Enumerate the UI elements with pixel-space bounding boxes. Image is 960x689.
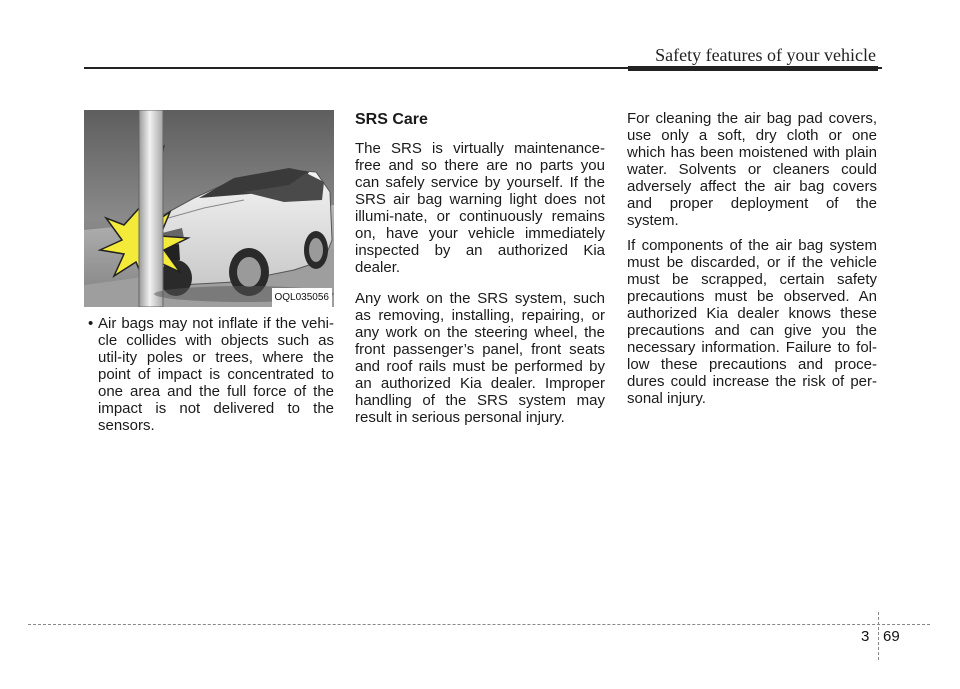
- section-heading: SRS Care: [355, 111, 428, 128]
- bullet-item: [84, 315, 334, 434]
- page-header-title: Safety features of your vehicle: [655, 45, 876, 65]
- chapter-number: 3: [861, 628, 870, 645]
- footer-divider: [878, 612, 879, 660]
- header-rule-accent: [628, 66, 878, 71]
- paragraph: The SRS is virtually maintenance-free and so there are no parts you can safely service by yourself. If the SRS air bag warning light does not illumi-nate, or continuously remains on, have your vehicle immediately inspected by an authorized Kia dealer.: [355, 140, 605, 276]
- bullet-text: Air bags may not inflate if the vehi-cle collides with objects such as util-ity poles or trees, where the point of impact is concentrated to one area and the full force of the impact is not delivered to the sensors.: [98, 315, 334, 434]
- page-number: 69: [883, 628, 900, 645]
- footer-rule: [28, 624, 930, 625]
- car-hitting-pole-icon: [84, 110, 334, 307]
- column-1: [84, 110, 334, 434]
- paragraph: For cleaning the air bag pad covers, use only a soft, dry cloth or one which has been moistened with plain water. Solvents or cleaners could adversely affect the air bag covers and proper deployment of the system.: [627, 110, 877, 229]
- paragraph: Any work on the SRS system, such as removing, installing, repairing, or any work on the steering wheel, the front passenger’s panel, front seats and roof rails must be performed by an authorized Kia dealer. Improper handling of the SRS system may result in serious personal injury.: [355, 290, 605, 426]
- figure-code: OQL035056: [272, 288, 333, 307]
- paragraph: If components of the air bag system must be discarded, or if the vehicle must be scrapped, certain safety precautions must be observed. An authorized Kia dealer knows these precautions and can give you the necessary information. Failure to fol-low these precautions and proce-dures could increase the risk of per-sonal injury.: [627, 237, 877, 407]
- bullet-icon: •: [88, 315, 94, 332]
- column-2: [355, 110, 605, 440]
- column-3: [627, 110, 877, 421]
- illustration-car-pole-impact: [84, 110, 334, 307]
